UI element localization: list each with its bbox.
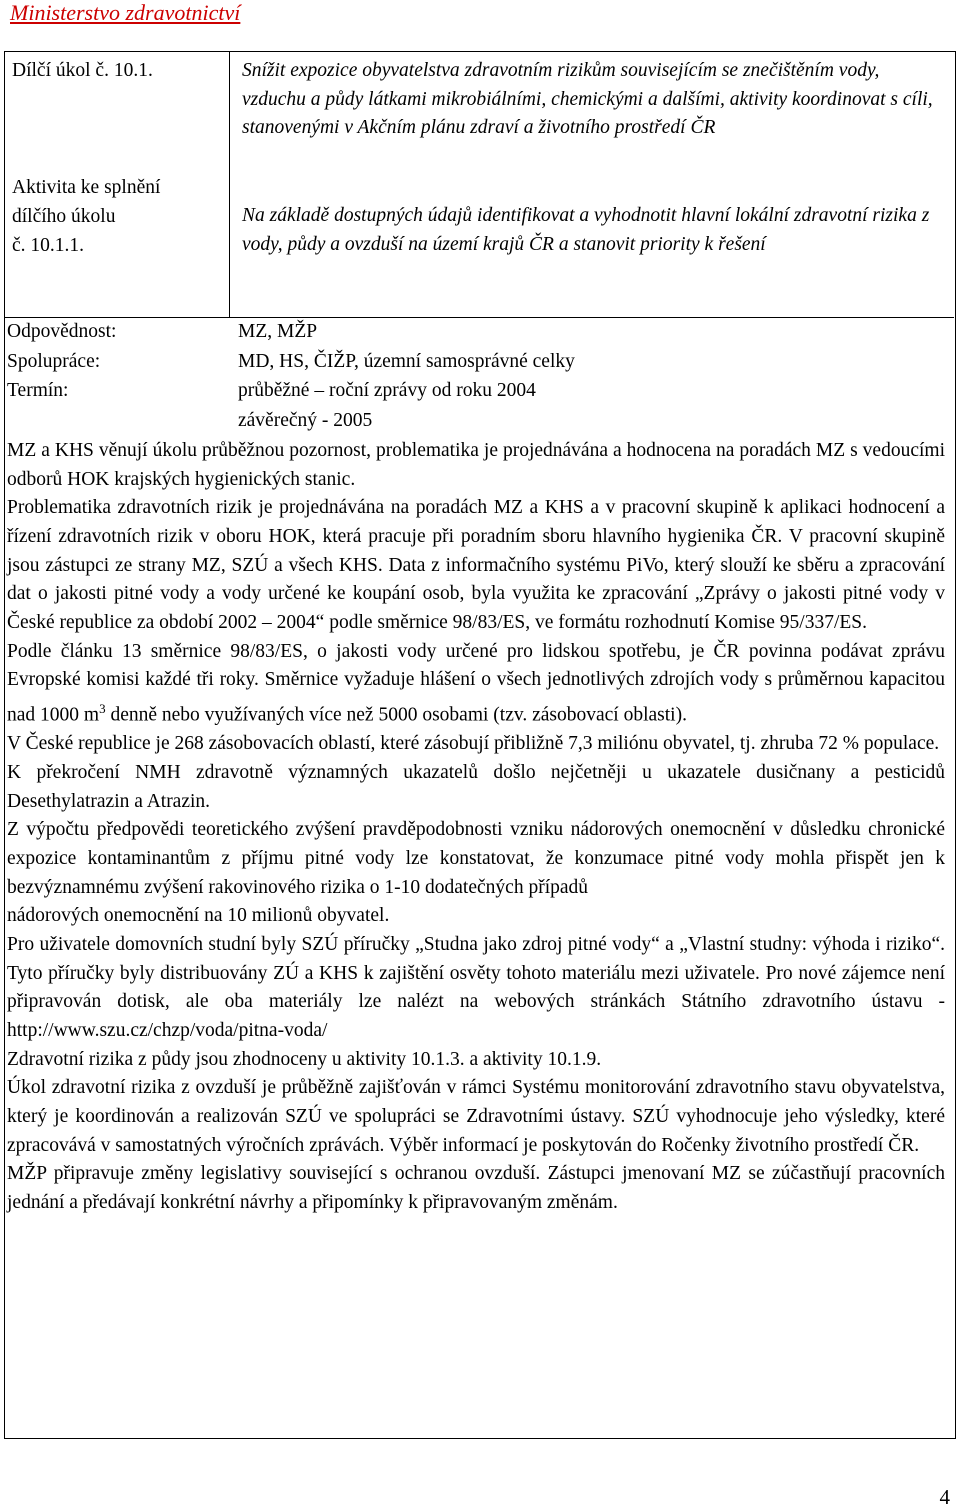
paragraph: MŽP připravuje změny legislativy související s ochranou ovzduší. Zástupci jmenovaní MZ se zúčastňují pracovních jednání a předávají konkrétní návrhy a připomínky k připravovaným změnám. bbox=[7, 1163, 945, 1213]
superscript: 3 bbox=[99, 701, 106, 717]
responsibility-label: Odpovědnost: bbox=[7, 321, 117, 342]
ministry-header: Ministerstvo zdravotnictví bbox=[10, 0, 241, 25]
report-body bbox=[7, 437, 945, 1218]
task-label-cell bbox=[5, 52, 230, 318]
activity-label-line2: dílčího úkolu bbox=[12, 206, 116, 227]
paragraph bbox=[7, 638, 945, 731]
paragraph: Úkol zdravotní rizika z ovzduší je průběžně zajišťován v rámci Systému monitorování zdravotního stavu obyvatelstva, který je koordinován a realizován SZÚ ve spolupráci se Zdravotními ústavy. SZÚ vyhodnocuje jeho výsledky, které zpracovává v samostatných výročních zprávách. Výběr informací je poskytován do Ročenky životního prostředí ČR. bbox=[7, 1077, 945, 1156]
cooperation-label: Spolupráce: bbox=[7, 351, 101, 372]
url-link[interactable]: http://www.szu.cz/chzp/voda/pitna-voda/ bbox=[7, 1019, 328, 1041]
paragraph: K překročení NMH zdravotně významných ukazatelů došlo nejčetněji u ukazatele dusičnany a pesticidů Desethylatrazin a Atrazin. bbox=[7, 761, 945, 812]
paragraph: Z výpočtu předpovědi teoretického zvýšení pravděpodobnosti vzniku nádorových onemocnění v důsledku chronické expozice kontaminantům z příjmu pitné vody lze konstatovat, že konzumace pitné vody mohla přispět jen k bezvýznamnému zvýšení rakovinového rizika o 1-10 dodatečných případů bbox=[7, 819, 945, 898]
responsibility-value: MZ, MŽP bbox=[238, 321, 318, 342]
deadline-value-1: průběžné – roční zprávy od roku 2004 bbox=[238, 380, 536, 401]
deadline-label: Termín: bbox=[7, 380, 69, 401]
task-label: Dílčí úkol č. 10.1. bbox=[12, 60, 153, 81]
paragraph: V České republice je 268 zásobovacích oblastí, které zásobují přibližně 7,3 miliónu obyvatel, tj. zhruba 72 % populace. bbox=[7, 733, 940, 755]
activity-text: Na základě dostupných údajů identifikovat a vyhodnotit hlavní lokální zdravotní rizika z vody, půdy a ovzduší na území krajů ČR a stanovit priority k řešení bbox=[242, 205, 930, 255]
paragraph: Problematika zdravotních rizik je projednávána na poradách MZ a KHS a v pracovní skupině k aplikaci hodnocení a řízení zdravotních rizik v oboru HOK, která pracuje při poradním sboru hlavního hygienika ČR. V pracovní skupině jsou zástupci ze strany MZ, SZÚ a všech KHS. Data z informačního systému PiVo, který slouží ke sběru a zpracování dat o jakosti pitné vody a vody určené ke koupání osob, byla využita ke zpracování „Zprávy o jakosti pitné vody v České republice za období 2002 – 2004“ podle směrnice 98/83/ES, ve formátu rozhodnutí Komise 95/337/ES. bbox=[7, 497, 945, 634]
activity-label-line3: č. 10.1.1. bbox=[12, 235, 85, 256]
activity-label-line1: Aktivita ke splnění bbox=[12, 177, 161, 198]
paragraph: Pro uživatele domovních studní byly SZÚ příručky „Studna jako zdroj pitné vody“ a „Vlastní studny: výhoda i riziko“. Tyto příručky byly distribuovány ZÚ a KHS k zajištění osvěty tohoto materiálu mezi uživatele. Pro nové zájemce není připravován dotisk, ale oba materiály lze nalézt na webových stránkách Státního zdravotního ústavu - bbox=[7, 933, 945, 1013]
task-box bbox=[5, 52, 954, 318]
paragraph: MZ a KHS věnují úkolu průběžnou pozornost, problematika je projednávána a hodnocena na poradách MZ s vedoucími odborů HOK krajských hygienických stanic. bbox=[7, 440, 945, 490]
cooperation-value: MD, HS, ČIŽP, územní samosprávné celky bbox=[238, 351, 575, 372]
deadline-value-2: závěrečný - 2005 bbox=[238, 410, 373, 431]
paragraph: nádorových onemocnění na 10 milionů obyvatel. bbox=[7, 905, 390, 927]
paragraph-part: denně nebo využívaných více než 5000 osobami (tzv. zásobovací oblasti). bbox=[105, 704, 687, 726]
paragraph-part: Podle článku 13 směrnice 98/83/ES, o jakosti vody určené pro lidskou spotřebu, je ČR povinna podávat zprávu Evropské komisi každé tři roky. Směrnice vyžaduje hlášení o všech jednotlivých zdrojích vody s průměrnou kapacitou nad 1000 m bbox=[7, 640, 945, 726]
page-number: 4 bbox=[939, 1485, 950, 1509]
paragraph: Zdravotní rizika z půdy jsou zhodnoceny u aktivity 10.1.3. a aktivity 10.1.9. bbox=[7, 1048, 602, 1070]
task-text: Snížit expozice obyvatelstva zdravotním rizikům souvisejícím se znečištěním vody, vzduchu a půdy látkami mikrobiálními, chemickými a dalšími, aktivity koordinovat s cíli, stanovenými v Akčním plánu zdraví a životního prostředí ČR bbox=[242, 60, 933, 138]
